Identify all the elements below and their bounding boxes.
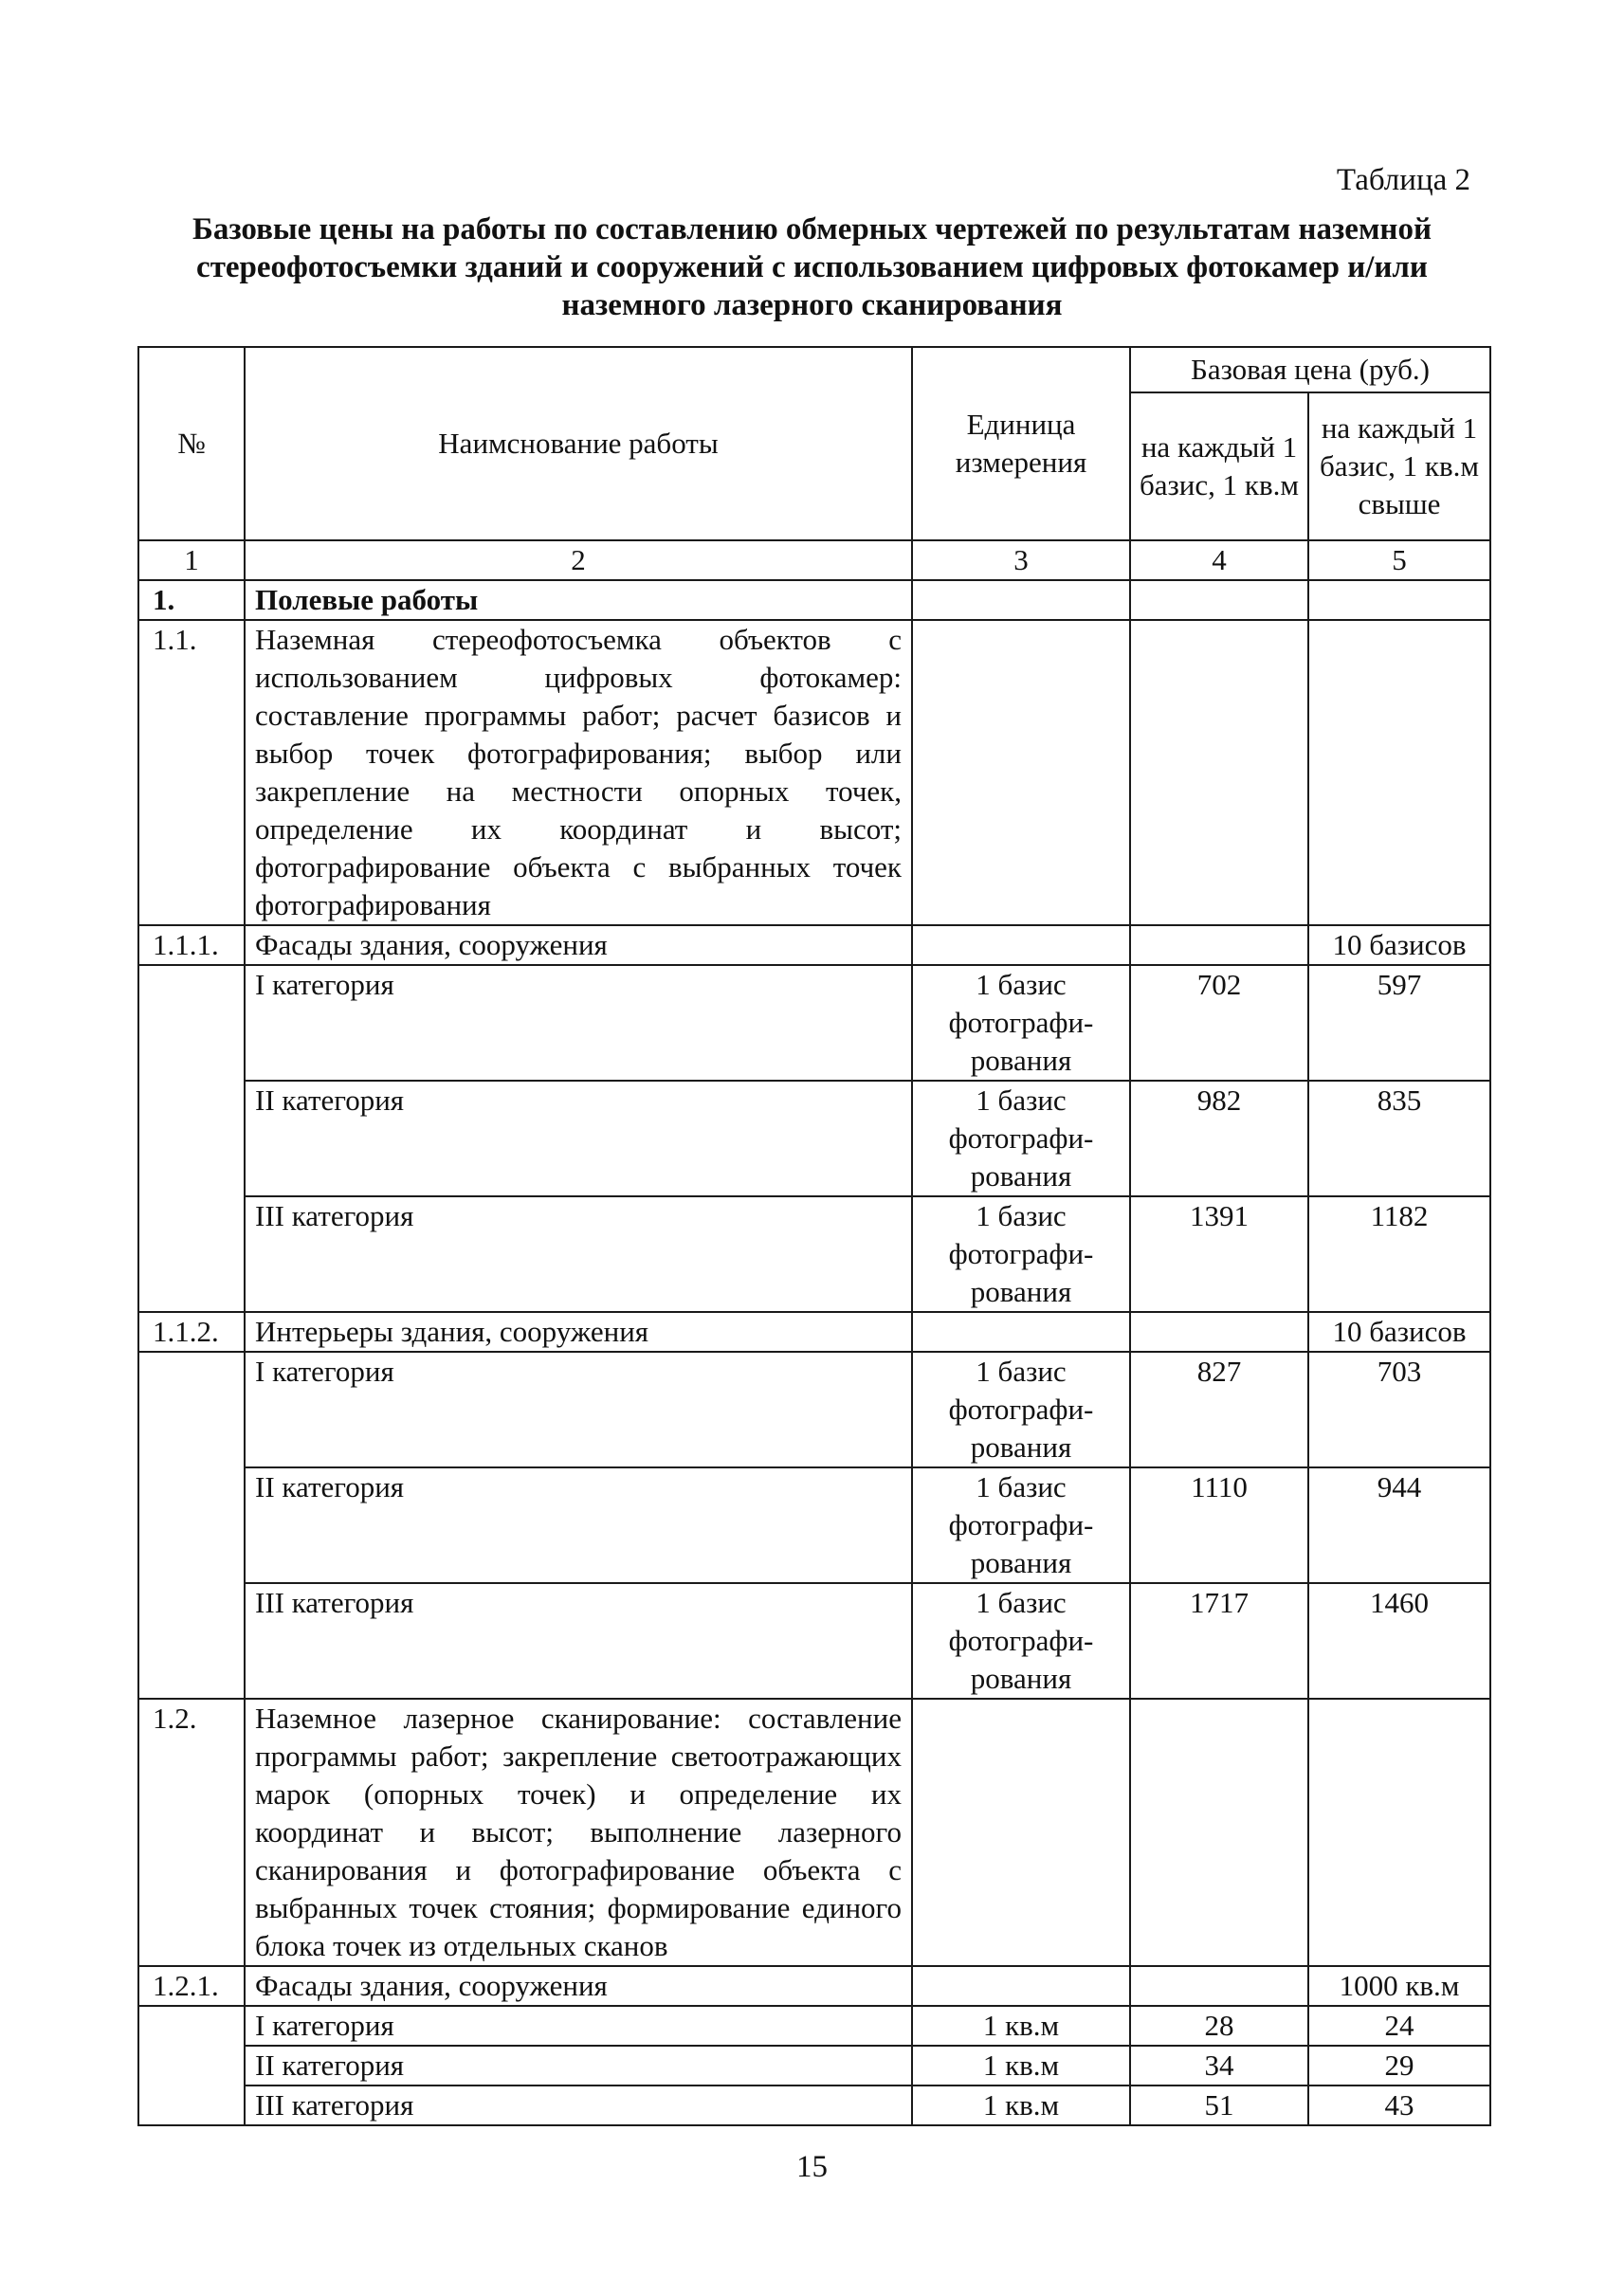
table-title: Базовые цены на работы по составлению обмерных чертежей по результатам наземной стереофотосъемки зданий и сооружений с использованием цифровых фотокамер и/или наземного лазерного сканирования <box>192 212 1432 322</box>
group-row <box>138 1312 1490 1352</box>
group-threshold: 1000 кв.м <box>1308 1966 1490 2006</box>
unit-cell: 1 кв.м <box>912 2006 1130 2046</box>
header-row <box>138 347 1490 392</box>
column-index: 5 <box>1308 540 1490 580</box>
subsection-row <box>138 1699 1490 1966</box>
header-price-group: Базовая цена (руб.) <box>1130 347 1490 392</box>
price-cell: 51 <box>1130 2086 1308 2125</box>
group-number: 1.2.1. <box>138 1966 245 2006</box>
subsection-row <box>138 620 1490 925</box>
unit-cell: 1 базис фотографи-рования <box>912 1352 1130 1467</box>
column-index-row <box>138 540 1490 580</box>
price-cell: 827 <box>1130 1352 1308 1467</box>
table-row <box>138 965 1490 1081</box>
group-name: Фасады здания, сооружения <box>245 925 912 965</box>
group-number: 1.1.1. <box>138 925 245 965</box>
group-threshold: 10 базисов <box>1308 925 1490 965</box>
group-row <box>138 1966 1490 2006</box>
price-over-cell: 1182 <box>1308 1196 1490 1312</box>
table-row <box>138 1081 1490 1196</box>
price-cell: 1110 <box>1130 1467 1308 1583</box>
category-name: II категория <box>245 1081 912 1196</box>
header-price-col4: на каждый 1 базис, 1 кв.м <box>1130 392 1308 540</box>
header-name: Наимснование работы <box>245 347 912 540</box>
group-row <box>138 925 1490 965</box>
header-unit: Единица измерения <box>912 347 1130 540</box>
column-index: 1 <box>138 540 245 580</box>
table-row <box>138 2086 1490 2125</box>
section-name: Полевые работы <box>245 580 912 620</box>
table-label: Таблица 2 <box>1336 163 1470 197</box>
table-row <box>138 2006 1490 2046</box>
category-name: III категория <box>245 1583 912 1699</box>
section-number: 1. <box>138 580 245 620</box>
unit-cell: 1 базис фотографи-рования <box>912 1467 1130 1583</box>
category-name: I категория <box>245 965 912 1081</box>
category-name: I категория <box>245 2006 912 2046</box>
header-num: № <box>138 347 245 540</box>
table-row <box>138 1196 1490 1312</box>
column-index: 2 <box>245 540 912 580</box>
price-over-cell: 29 <box>1308 2046 1490 2086</box>
price-over-cell: 597 <box>1308 965 1490 1081</box>
unit-cell: 1 базис фотографи-рования <box>912 1196 1130 1312</box>
header-price-col5: на каждый 1 базис, 1 кв.м свыше <box>1308 392 1490 540</box>
category-name: III категория <box>245 1196 912 1312</box>
price-over-cell: 944 <box>1308 1467 1490 1583</box>
category-name: II категория <box>245 2046 912 2086</box>
price-cell: 982 <box>1130 1081 1308 1196</box>
price-over-cell: 835 <box>1308 1081 1490 1196</box>
price-table <box>137 346 1491 2126</box>
table-row <box>138 1583 1490 1699</box>
price-cell: 702 <box>1130 965 1308 1081</box>
category-name: III категория <box>245 2086 912 2125</box>
group-name: Фасады здания, сооружения <box>245 1966 912 2006</box>
price-cell: 28 <box>1130 2006 1308 2046</box>
page-number: 15 <box>796 2150 828 2184</box>
price-over-cell: 703 <box>1308 1352 1490 1467</box>
table-row <box>138 2046 1490 2086</box>
price-over-cell: 43 <box>1308 2086 1490 2125</box>
category-name: I категория <box>245 1352 912 1467</box>
group-number: 1.1.2. <box>138 1312 245 1352</box>
column-index: 3 <box>912 540 1130 580</box>
subsection-description: Наземная стереофотосъемка объектов с использованием цифровых фотокамер: составление программы работ; расчет базисов и выбор точек фотографирования; выбор или закрепление на местности опорных точек, определение их координат и высот; фотографирование объекта с выбранных точек фотографирования <box>245 620 912 925</box>
section-row <box>138 580 1490 620</box>
unit-cell: 1 кв.м <box>912 2086 1130 2125</box>
price-cell: 1717 <box>1130 1583 1308 1699</box>
subsection-description: Наземное лазерное сканирование: составление программы работ; закрепление светоотражающих марок (опорных точек) и определение их координат и высот; выполнение лазерного сканирования и фотографирование объекта с выбранных точек стояния; формирование единого блока точек из отдельных сканов <box>245 1699 912 1966</box>
unit-cell: 1 кв.м <box>912 2046 1130 2086</box>
unit-cell: 1 базис фотографи-рования <box>912 1081 1130 1196</box>
price-over-cell: 1460 <box>1308 1583 1490 1699</box>
unit-cell: 1 базис фотографи-рования <box>912 1583 1130 1699</box>
price-cell: 1391 <box>1130 1196 1308 1312</box>
group-name: Интерьеры здания, сооружения <box>245 1312 912 1352</box>
table-row <box>138 1467 1490 1583</box>
table-row <box>138 1352 1490 1467</box>
unit-cell: 1 базис фотографи-рования <box>912 965 1130 1081</box>
price-over-cell: 24 <box>1308 2006 1490 2046</box>
price-cell: 34 <box>1130 2046 1308 2086</box>
subsection-number: 1.2. <box>138 1699 245 1966</box>
subsection-number: 1.1. <box>138 620 245 925</box>
column-index: 4 <box>1130 540 1308 580</box>
category-name: II категория <box>245 1467 912 1583</box>
group-threshold: 10 базисов <box>1308 1312 1490 1352</box>
